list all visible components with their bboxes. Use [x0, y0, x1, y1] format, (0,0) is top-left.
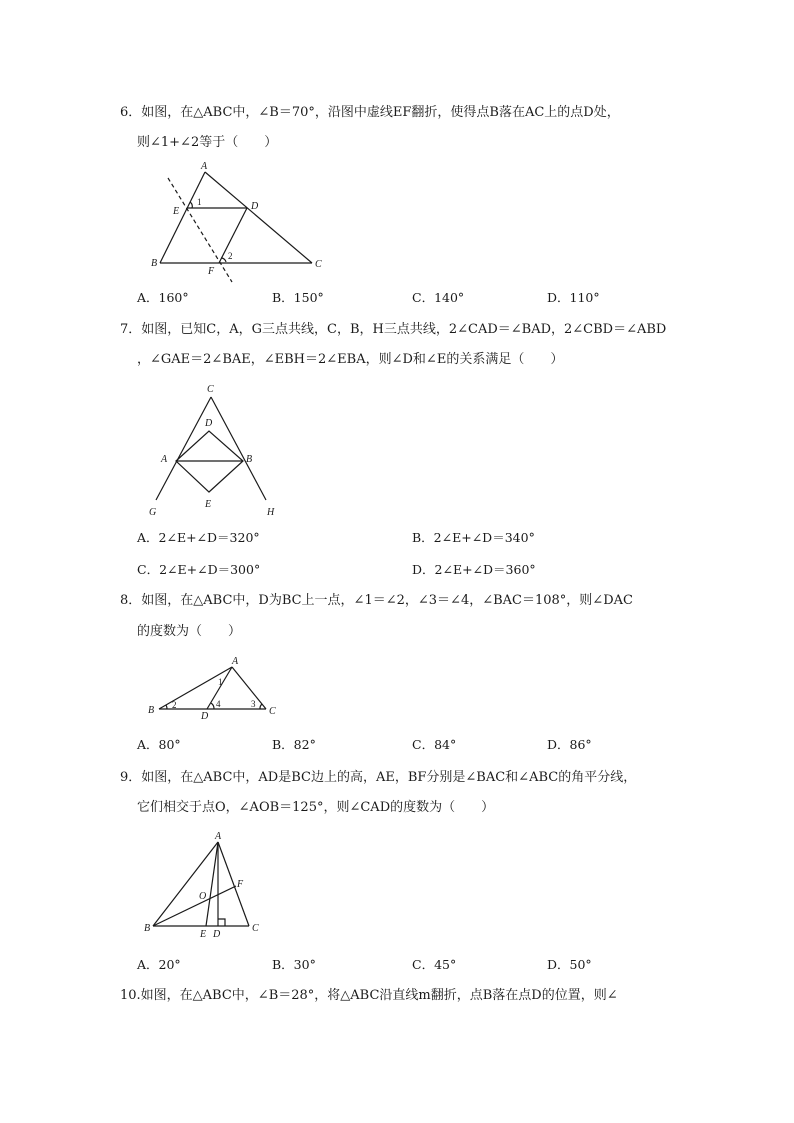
q8-option-d[interactable]: D．86°	[547, 737, 592, 752]
q8-label-one: 1	[218, 677, 223, 687]
q7-option-d[interactable]: D．2∠E+∠D＝360°	[412, 562, 536, 577]
q8-label-D: D	[201, 711, 209, 722]
q6-label-two: 2	[228, 251, 233, 261]
q6-option-b[interactable]: B．150°	[272, 290, 324, 305]
q9-option-d[interactable]: D．50°	[547, 957, 592, 972]
q7-label-A: A	[161, 454, 168, 465]
q10-line-1: 10.如图，在△ABC中，∠B＝28°，将△ABC沿直线m翻折，点B落在点D的位置，则∠	[120, 988, 618, 1003]
q7-label-G: G	[149, 507, 157, 518]
q9-option-b[interactable]: B．30°	[272, 957, 316, 972]
q6-label-A: A	[201, 161, 208, 172]
q8-line-2: 的度数为（ ）	[137, 624, 242, 639]
q8-label-C: C	[269, 706, 276, 717]
q8-label-B: B	[148, 705, 155, 716]
q7-option-a[interactable]: A．2∠E+∠D＝320°	[137, 530, 260, 545]
q9-label-D: D	[213, 929, 221, 940]
q9-label-O: O	[199, 891, 207, 902]
q6-line-2: 则∠1+∠2等于（ ）	[137, 135, 278, 150]
q6-option-c[interactable]: C．140°	[412, 290, 465, 305]
q8-label-two: 2	[172, 700, 177, 710]
q6-label-F: F	[208, 266, 215, 277]
q8-label-A: A	[232, 656, 239, 667]
q8-label-four: 4	[216, 699, 221, 709]
q9-label-F: F	[237, 879, 244, 890]
q8-option-a[interactable]: A．80°	[137, 737, 181, 752]
q7-label-D: D	[205, 418, 213, 429]
q7-option-c[interactable]: C．2∠E+∠D＝300°	[137, 562, 261, 577]
q6-line-1: 6．如图，在△ABC中，∠B＝70°，沿图中虚线EF翻折，使得点B落在AC上的点D处，	[120, 105, 620, 120]
q9-label-C: C	[252, 923, 259, 934]
q7-label-C: C	[207, 384, 214, 395]
q7-line-2: ，∠GAE＝2∠BAE，∠EBH＝2∠EBA，则∠D和∠E的关系满足（ ）	[137, 352, 564, 367]
q7-label-H: H	[267, 507, 275, 518]
q7-label-B: B	[246, 454, 253, 465]
q8-line-1: 8．如图，在△ABC中，D为BC上一点，∠1＝∠2，∠3＝∠4，∠BAC＝108°，则∠DAC	[120, 593, 633, 608]
q7-option-b[interactable]: B．2∠E+∠D＝340°	[412, 530, 535, 545]
q9-label-B: B	[144, 923, 151, 934]
q9-line-2: 它们相交于点O，∠AOB＝125°，则∠CAD的度数为（ ）	[137, 800, 495, 815]
q6-label-E: E	[173, 206, 180, 217]
q9-option-a[interactable]: A．20°	[137, 957, 181, 972]
q6-label-D: D	[251, 201, 259, 212]
q6-option-a[interactable]: A．160°	[137, 290, 189, 305]
q9-option-c[interactable]: C．45°	[412, 957, 457, 972]
q6-label-C: C	[315, 259, 322, 270]
q8-option-c[interactable]: C．84°	[412, 737, 457, 752]
q9-line-1: 9．如图，在△ABC中，AD是BC边上的高，AE，BF分别是∠BAC和∠ABC的角平分线，	[120, 770, 637, 785]
q9-label-A: A	[215, 831, 222, 842]
q6-option-d[interactable]: D．110°	[547, 290, 600, 305]
q7-label-E: E	[205, 499, 212, 510]
q9-label-E: E	[200, 929, 207, 940]
q8-label-three: 3	[251, 699, 256, 709]
q6-label-B: B	[151, 258, 158, 269]
q8-option-b[interactable]: B．82°	[272, 737, 316, 752]
q7-line-1: 7．如图，已知C，A，G三点共线，C，B，H三点共线，2∠CAD＝∠BAD，2∠CBD＝∠ABD	[120, 322, 667, 337]
q6-label-one: 1	[197, 197, 202, 207]
